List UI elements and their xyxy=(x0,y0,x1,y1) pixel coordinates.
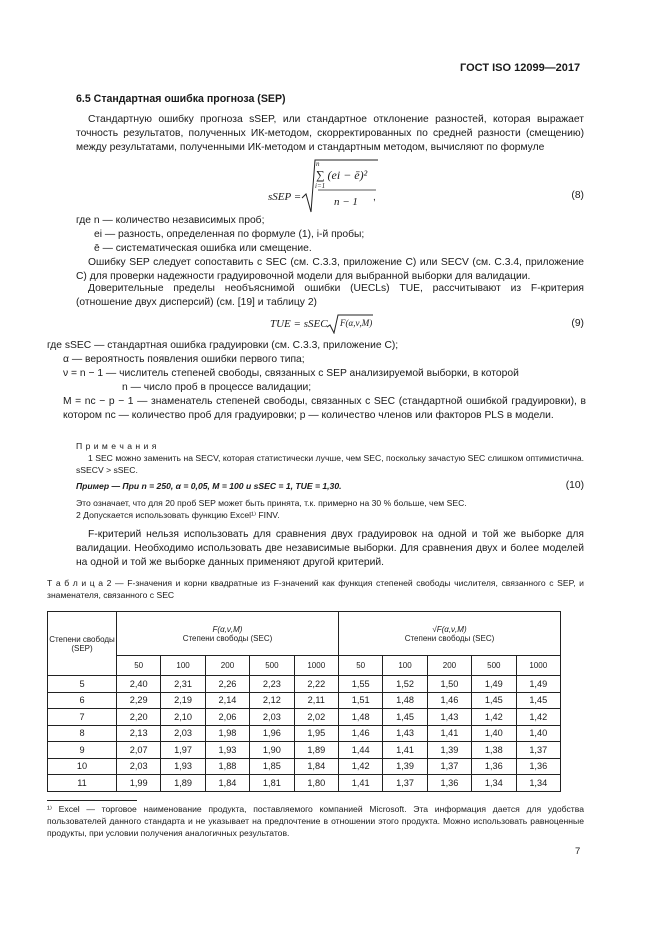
table-cell: 2,29 xyxy=(117,692,161,709)
f-values-table xyxy=(47,611,561,792)
group-f-header: F(α,ν,M) Степени свободы (SEC) xyxy=(117,612,339,656)
table-cell: 1,41 xyxy=(427,725,471,742)
table-cell: 1,38 xyxy=(472,742,516,759)
where9-m: M = nc − p − 1 — знаменатель степеней свободы, связанных с SEC (стандартной ошибкой градуировки), в котором nc — количество проб для градуировки; p — количество членов или факторов PLS в модели. xyxy=(63,396,586,421)
table-cell: 2,19 xyxy=(161,692,205,709)
table-cell: 1,45 xyxy=(383,709,427,726)
table-cell: 11 xyxy=(48,775,117,792)
table-cell: 1,37 xyxy=(383,775,427,792)
table-cell: 1,98 xyxy=(205,725,249,742)
df-header-cell: 200 xyxy=(427,656,471,676)
table-cell: 1,48 xyxy=(383,692,427,709)
group-root-header: √F(α,ν,M) Степени свободы (SEC) xyxy=(338,612,560,656)
table-row xyxy=(48,758,561,775)
table-cell: 2,02 xyxy=(294,709,338,726)
table-cell: 2,31 xyxy=(161,676,205,693)
note-2: 2 Допускается использовать функцию Excel¹⁾ FINV. xyxy=(76,510,280,520)
table-cell: 1,43 xyxy=(427,709,471,726)
eq9-lhs: TUE = sSEC xyxy=(270,318,328,330)
table-cell: 1,43 xyxy=(383,725,427,742)
table-cell: 2,14 xyxy=(205,692,249,709)
table-cell: 1,50 xyxy=(427,676,471,693)
paragraph-sep-definition: Стандартную ошибку прогноза sSEP, или стандартное отклонение разностей, которая выражает точность результатов, полученных ИК-методом, скорректированных по средней разности (смещению) между результатами, полученными ИК-методом и стандартным методом, вычисляют по формуле xyxy=(76,114,584,153)
table-cell: 1,97 xyxy=(161,742,205,759)
table-cell: 2,06 xyxy=(205,709,249,726)
table-cell: 1,40 xyxy=(516,725,560,742)
df-header-cell: 200 xyxy=(205,656,249,676)
table-cell: 1,46 xyxy=(427,692,471,709)
table-cell: 1,45 xyxy=(472,692,516,709)
table-row xyxy=(48,709,561,726)
table-cell: 1,81 xyxy=(250,775,294,792)
df-header-cell: 1000 xyxy=(294,656,338,676)
note-example-number: (10) xyxy=(565,480,584,491)
table-cell: 10 xyxy=(48,758,117,775)
section-title: 6.5 Стандартная ошибка прогноза (SEP) xyxy=(76,93,286,105)
table-cell: 1,36 xyxy=(472,758,516,775)
table-cell: 1,46 xyxy=(338,725,382,742)
table-cell: 1,45 xyxy=(516,692,560,709)
df-header-cell: 100 xyxy=(161,656,205,676)
document-header: ГОСТ ISO 12099—2017 xyxy=(460,62,581,74)
col0-header: Степени свободы (SEP) xyxy=(48,612,117,676)
where8-ei: ei — разность, определенная по формуле (1), i-й пробы; xyxy=(94,229,365,240)
table-cell: 1,99 xyxy=(117,775,161,792)
paragraph-uecl: Доверительные пределы необъяснимой ошибки (UECLs) TUE, рассчитывают из F-критерия (отношение двух дисперсий) (см. [19] и таблицу 2) xyxy=(76,283,584,308)
eq8-denominator: n − 1 xyxy=(334,196,358,208)
table-cell: 1,34 xyxy=(516,775,560,792)
df-header-cell: 100 xyxy=(383,656,427,676)
notes-title: П р и м е ч а н и я xyxy=(76,441,157,451)
df-header-cell: 50 xyxy=(338,656,382,676)
table-cell: 1,93 xyxy=(161,758,205,775)
table-cell: 1,39 xyxy=(427,742,471,759)
table-cell: 1,49 xyxy=(472,676,516,693)
df-header-cell: 500 xyxy=(250,656,294,676)
table-row xyxy=(48,692,561,709)
table-cell: 1,40 xyxy=(472,725,516,742)
table-row xyxy=(48,676,561,693)
table-cell: 2,03 xyxy=(117,758,161,775)
table-cell: 2,20 xyxy=(117,709,161,726)
where8-ebar: ē — систематическая ошибка или смещение. xyxy=(94,243,312,254)
table-cell: 1,55 xyxy=(338,676,382,693)
table-cell: 2,11 xyxy=(294,692,338,709)
table-cell: 2,12 xyxy=(250,692,294,709)
table-cell: 7 xyxy=(48,709,117,726)
table-cell: 2,03 xyxy=(250,709,294,726)
paragraph-sep-compare: Ошибку SEP следует сопоставить с SEC (см. С.3.3, приложение С) или SECV (см. С.3.4, приложение С) для проверки надежности градуировочной модели для выбранной выборки для валидации. xyxy=(76,257,584,282)
table-cell: 2,40 xyxy=(117,676,161,693)
paragraph-f-criterion: F-критерий нельзя использовать для сравнения двух градуировок на одной и той же выборке для валидации. Необходимо использовать две независимые выборки. Для сравнения двух и более моделей на одной и той же выборке данных применяют другой критерий. xyxy=(76,529,584,568)
eq8-number: (8) xyxy=(571,190,584,201)
table-cell: 1,37 xyxy=(427,758,471,775)
eq9-root: F(α,ν,M) xyxy=(340,318,373,328)
table-cell: 1,89 xyxy=(294,742,338,759)
table-cell: 2,07 xyxy=(117,742,161,759)
df-header-cell: 50 xyxy=(117,656,161,676)
table-cell: 1,90 xyxy=(250,742,294,759)
table-row xyxy=(48,742,561,759)
eq8-lhs: sSEP = xyxy=(268,191,302,203)
table-cell: 1,85 xyxy=(250,758,294,775)
table-cell: 2,22 xyxy=(294,676,338,693)
table-cell: 1,42 xyxy=(472,709,516,726)
eq8-numerator: ∑ (ei − ē)² xyxy=(316,168,368,182)
table-cell: 2,10 xyxy=(161,709,205,726)
table-cell: 1,41 xyxy=(383,742,427,759)
table-cell: 1,42 xyxy=(516,709,560,726)
table-cell: 1,36 xyxy=(427,775,471,792)
table-cell: 2,26 xyxy=(205,676,249,693)
eq9-number: (9) xyxy=(571,318,584,329)
note-1: 1 SEC можно заменить на SECV, которая статистически лучше, чем SEC, поскольку зачастую SEC слишком оптимистична. sSECV > sSEC. xyxy=(76,453,584,475)
table-cell: 1,37 xyxy=(516,742,560,759)
table-cell: 1,48 xyxy=(338,709,382,726)
table-cell: 1,42 xyxy=(338,758,382,775)
table-cell: 1,36 xyxy=(516,758,560,775)
eq8-sum-top: n xyxy=(316,160,320,168)
where8-intro: где n — количество независимых проб; xyxy=(76,215,265,226)
table-cell: 1,84 xyxy=(294,758,338,775)
table-cell: 1,89 xyxy=(161,775,205,792)
table-cell: 1,80 xyxy=(294,775,338,792)
table-cell: 1,95 xyxy=(294,725,338,742)
table-cell: 1,52 xyxy=(383,676,427,693)
table-cell: 1,34 xyxy=(472,775,516,792)
where9-nu1: ν = n − 1 — числитель степеней свободы, связанных с SEP анализируемой выборки, в которой xyxy=(63,368,519,379)
where9-nu2: n — число проб в процессе валидации; xyxy=(122,382,312,393)
df-header-cell: 1000 xyxy=(516,656,560,676)
table-cell: 5 xyxy=(48,676,117,693)
note-example: Пример — При n = 250, α = 0,05, M = 100 и sSEC = 1, TUE = 1,30. xyxy=(76,481,342,491)
table-cell: 2,13 xyxy=(117,725,161,742)
table-cell: 1,44 xyxy=(338,742,382,759)
df-header-cell: 500 xyxy=(472,656,516,676)
table-cell: 1,51 xyxy=(338,692,382,709)
footnote: ¹⁾ Excel — торговое наименование продукта, поставляемого компанией Microsoft. Эта информация дается для удобства пользователей данного стандарта и не указывает на предпочтение в отношении этого продукта. Можно использовать равноценные продукты, при условии получения аналогичных результатов. xyxy=(47,804,584,838)
table-row xyxy=(48,725,561,742)
table-cell: 1,49 xyxy=(516,676,560,693)
eq8-sum-bottom: i=1 xyxy=(315,182,326,190)
where9-ssec: где sSEC — стандартная ошибка градуировки (см. С.3.3, приложение С); xyxy=(47,340,399,351)
table-cell: 9 xyxy=(48,742,117,759)
table-cell: 1,41 xyxy=(338,775,382,792)
note-1b: Это означает, что для 20 проб SEP может быть принята, т.к. примерно на 30 % больше, чем SEC. xyxy=(76,498,467,508)
table-cell: 2,23 xyxy=(250,676,294,693)
footnote-rule xyxy=(47,800,137,801)
table-cell: 1,39 xyxy=(383,758,427,775)
page-number: 7 xyxy=(575,846,581,857)
table-cell: 1,84 xyxy=(205,775,249,792)
table-row xyxy=(48,775,561,792)
table-cell: 1,88 xyxy=(205,758,249,775)
table-cell: 1,96 xyxy=(250,725,294,742)
table-caption: Т а б л и ц а 2 — F-значения и корни квадратные из F-значений как функция степеней свободы числителя, связанного с SEP, и знаменателя, связанного с SEC xyxy=(47,578,584,600)
table-cell: 1,93 xyxy=(205,742,249,759)
table-cell: 6 xyxy=(48,692,117,709)
where9-alpha: α — вероятность появления ошибки первого типа; xyxy=(63,354,305,365)
table-cell: 2,03 xyxy=(161,725,205,742)
table-cell: 8 xyxy=(48,725,117,742)
